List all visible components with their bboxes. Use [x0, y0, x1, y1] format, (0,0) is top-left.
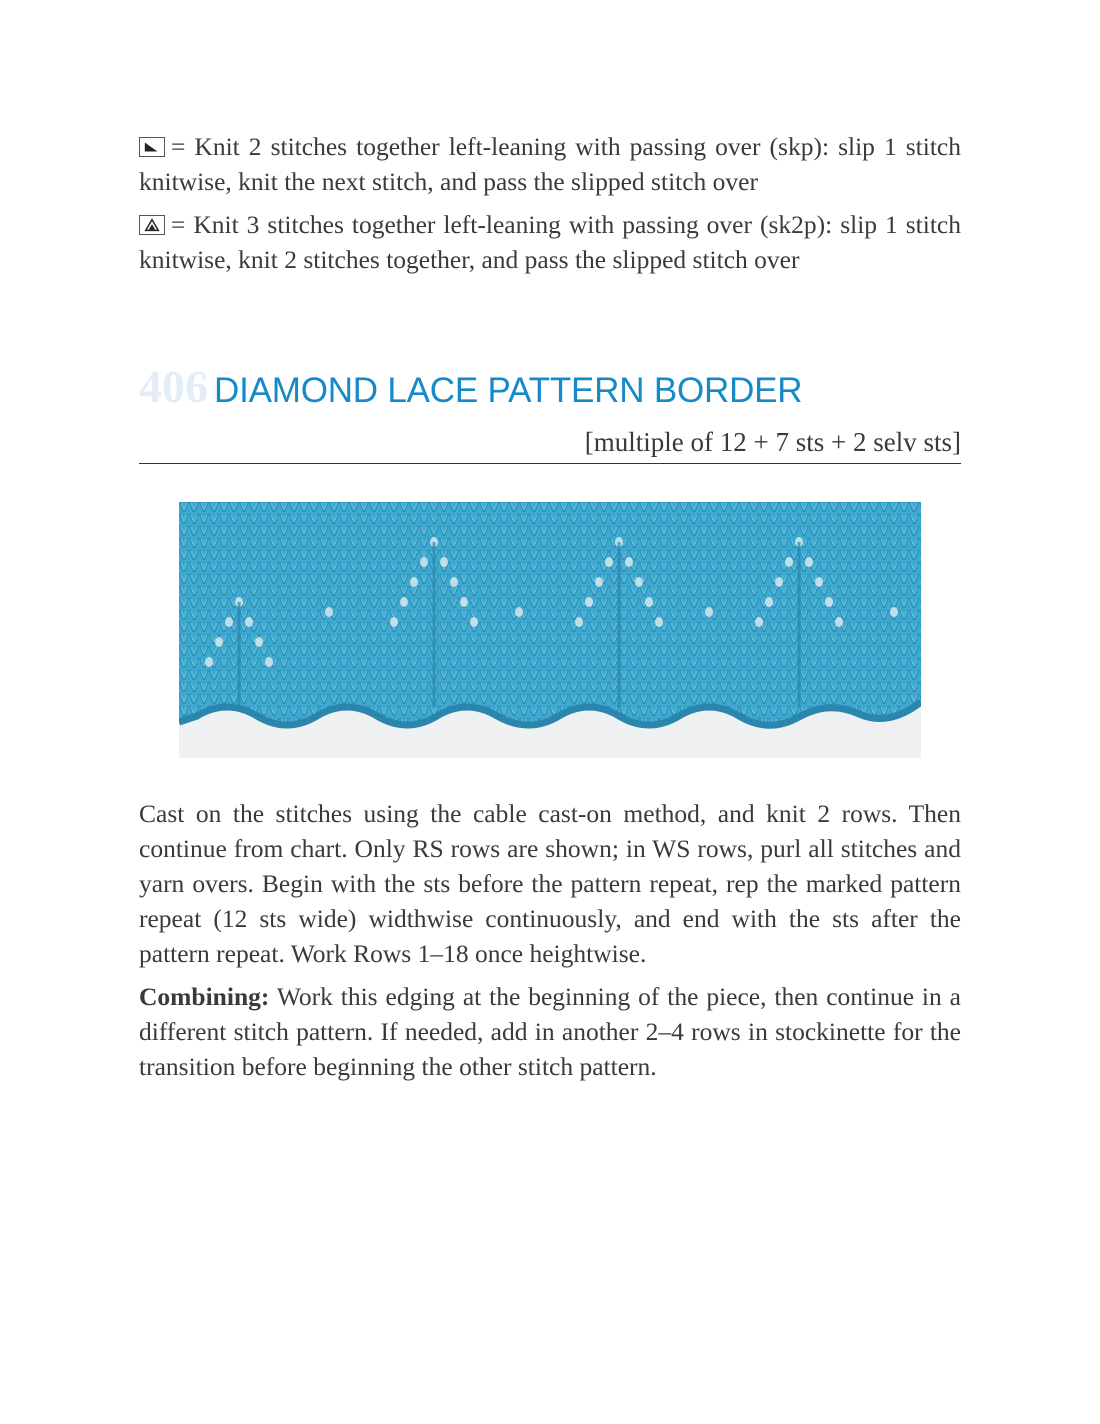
pattern-title: DIAMOND LACE PATTERN BORDER: [214, 371, 803, 410]
heading-divider: [139, 463, 961, 464]
sk2p-symbol-icon: [139, 215, 165, 235]
knitted-swatch-photo: [179, 502, 921, 758]
legend-sk2p-text: = Knit 3 stitches together left-leaning with passing over (sk2p): slip 1 stitch knitwise, knit 2 stitches together, and pass the slipped stitch over: [139, 210, 961, 274]
instructions-paragraph: Cast on the stitches using the cable cast-on method, and knit 2 rows. Then continue from chart. Only RS rows are shown; in WS rows, purl all stitches and yarn overs. Begin with the sts before the pattern repeat, rep the marked pattern repeat (12 sts wide) widthwise continuously, and end with the sts after the pattern repeat. Work Rows 1–18 once heightwise.: [139, 799, 961, 968]
skp-symbol-icon: [139, 137, 165, 157]
combining-label: Combining:: [139, 982, 270, 1011]
pattern-number: 406: [139, 361, 208, 412]
stitch-multiple: [multiple of 12 + 7 sts + 2 selv sts]: [584, 427, 961, 457]
legend-entry-skp: [139, 129, 961, 199]
instructions: [139, 796, 961, 1084]
symbol-legend: [139, 129, 961, 277]
combining-paragraph: [139, 979, 961, 1084]
pattern-heading: [139, 360, 961, 420]
combining-text: Work this edging at the beginning of the piece, then continue in a different stitch pattern. If needed, add in another 2–4 rows in stockinette for the transition before beginning the other stitch pattern.: [139, 982, 961, 1081]
legend-entry-sk2p: [139, 207, 961, 277]
legend-skp-text: = Knit 2 stitches together left-leaning with passing over (skp): slip 1 stitch knitwise, knit the next stitch, and pass the slipped stitch over: [139, 132, 961, 196]
